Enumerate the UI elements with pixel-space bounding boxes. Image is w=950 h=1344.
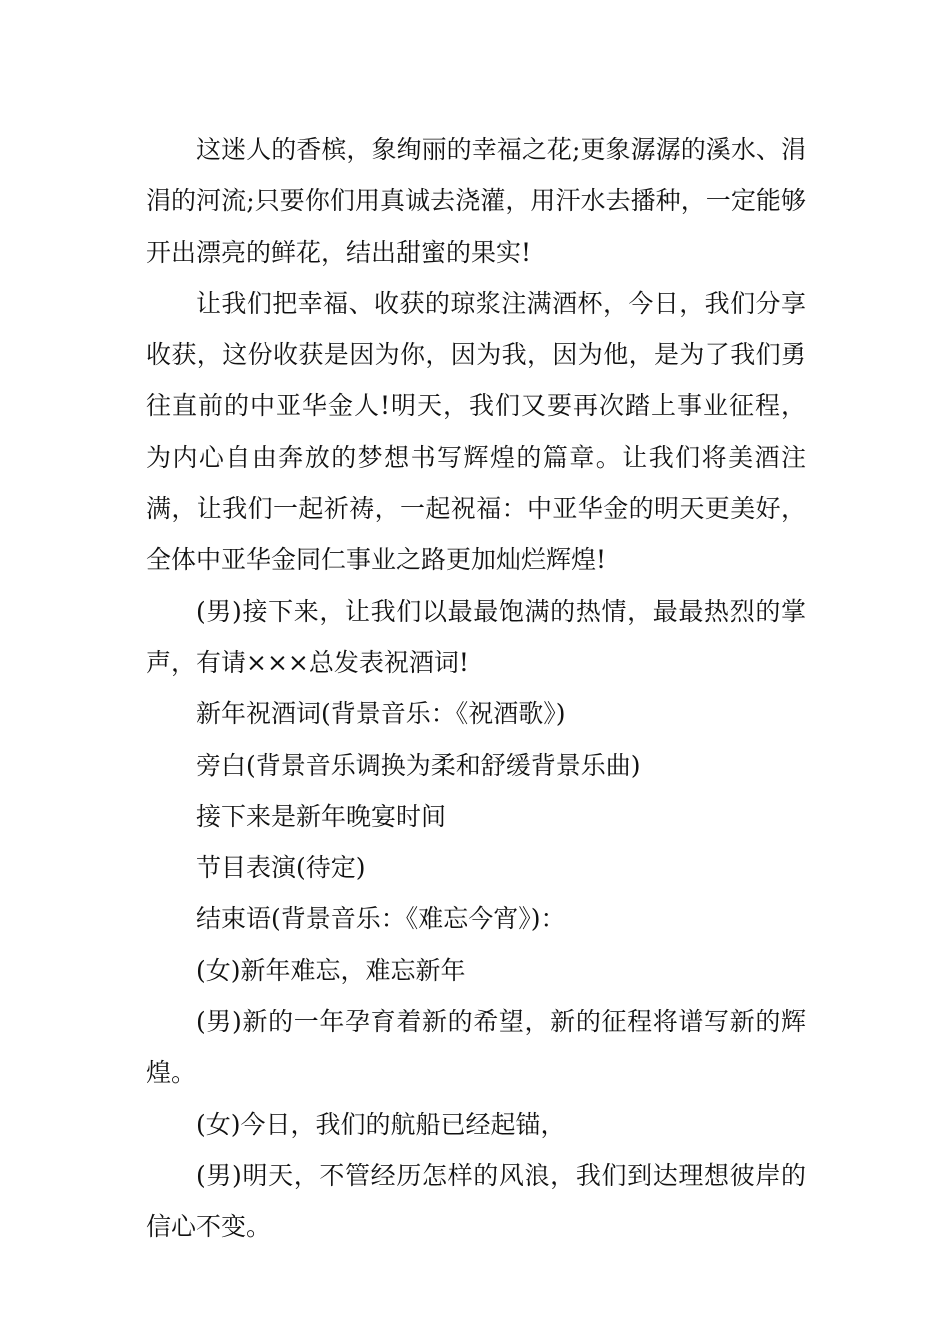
paragraph: (女)新年难忘，难忘新年 xyxy=(196,955,466,985)
paragraph: (男)明天，不管经历怎样的风浪，我们到达理想彼岸的信心不变。 xyxy=(146,1160,806,1242)
paragraph: (女)今日，我们的航船已经起锚， xyxy=(196,1109,566,1139)
paragraph: 这迷人的香槟，象绚丽的幸福之花;更象潺潺的溪水、涓涓的河流;只要你们用真诚去浇灌，用汗水去播种，一定能够开出漂亮的鲜花，结出甜蜜的果实! xyxy=(146,135,806,267)
paragraph: 旁白(背景音乐调换为柔和舒缓背景乐曲) xyxy=(196,750,641,780)
paragraph: 节目表演(待定) xyxy=(196,853,366,883)
document-body xyxy=(146,124,806,1253)
paragraph: 新年祝酒词(背景音乐：《祝酒歌》) xyxy=(196,699,566,729)
paragraph: 让我们把幸福、收获的琼浆注满酒杯，今日，我们分享收获，这份收获是因为你，因为我，因为他，是为了我们勇往直前的中亚华金人!明天，我们又要再次踏上事业征程，为内心自由奔放的梦想书写辉煌的篇章。让我们将美酒注满，让我们一起祈祷，一起祝福：中亚华金的明天更美好，全体中亚华金同仁事业之路更加灿烂辉煌! xyxy=(146,288,806,575)
paragraph: (男)新的一年孕育着新的希望，新的征程将谱写新的辉煌。 xyxy=(146,1007,806,1088)
paragraph: 结束语(背景音乐：《难忘今宵》)： xyxy=(196,904,566,934)
paragraph: 接下来是新年晚宴时间 xyxy=(196,801,447,831)
paragraph: (男)接下来，让我们以最最饱满的热情，最最热烈的掌声，有请×××总发表祝酒词! xyxy=(146,596,806,677)
